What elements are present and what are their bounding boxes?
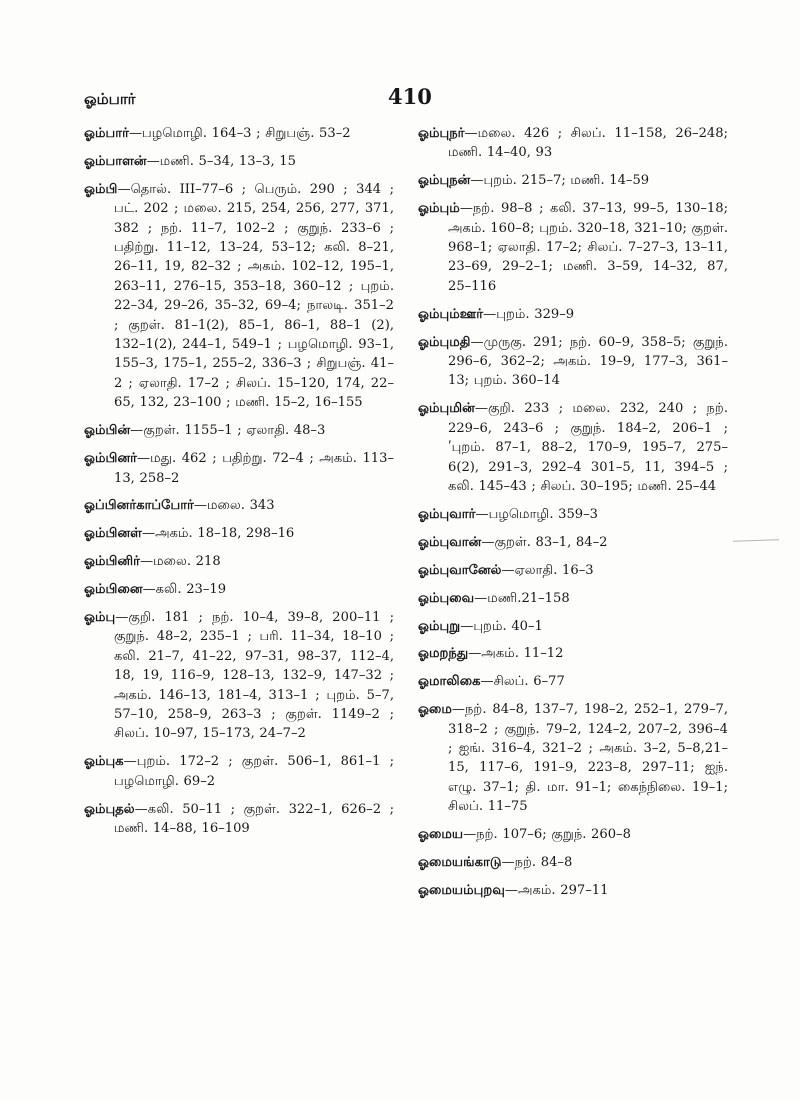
index-entry [418,561,728,580]
entry-references: —தொல். III–77–6 ; பெரும். 290 ; 344 ; பட். 202 ; மலை. 215, 254, 256, 277, 371, 382 ; நற். 11–7, 102–2 ; குறுந். 233–6 ; பதிற்று. 11–12, 13–24, 53–12; கலி. 8–21, 26–11, 19, 82–32 ; அகம். 102–12, 195–1, 263–11, 276–15, 353–18, 360–12 ; புறம். 22–34, 29–26, 35–32, 69–4; நாலடி. 351–2 ; குறள். 81–1(2), 85–1, 86–1, 88–1 (2), 132–1(2), 244–1, 549–1 ; பழமொழி. 93–1, 155–3, 175–1, 255–2, 336–3 ; சிறுபஞ். 41–2 ; ஏலாதி. 17–2 ; சிலப். 15–120, 174, 22–65, 132, 23–100 ; மணி. 15–2, 16–155 [114,181,394,411]
entry-references: —கலி. 50–11 ; குறள். 322–1, 626–2 ; மணி. 14–88, 16–109 [114,801,394,837]
margin-pencil-mark [733,539,779,542]
entry-references: —அகம். 11–12 [468,646,564,662]
entry-headword: ஓமை [418,702,452,718]
index-entry [418,124,728,163]
index-entry [84,180,394,413]
index-entry [84,608,394,744]
index-entry [84,800,394,839]
entry-references: —அகம். 297–11 [504,883,609,898]
index-entry [418,589,728,608]
running-head: ஓம்பார் [84,90,136,108]
entry-references: —கலி. 23–19 [142,582,227,598]
entry-references: —குறள். 1155–1 ; ஏலாதி. 48–3 [130,423,326,439]
index-entry [418,199,728,296]
entry-headword: ஓம்பினள் [84,526,142,542]
entry-headword: ஓம்புவான் [418,534,482,550]
index-entry [84,421,394,440]
index-entry [418,171,728,190]
entry-references: —மலை. 426 ; சிலப். 11–158, 26–248; மணி. 14–40, 93 [448,126,728,161]
entry-headword: ஓம்புறு [418,618,461,634]
index-entry [418,700,728,816]
page-number: 410 [388,84,432,109]
entry-headword: ஓம்பினர் [84,451,138,467]
entry-references: —புறம். 172–2 ; குறள். 506–1, 861–1 ; பழமொழி. 69–2 [114,754,394,789]
entry-references: —மலை. 218 [139,554,221,570]
entry-headword: ஓம்பும்ஊர் [418,306,484,322]
entry-headword: ஓமையங்காடு [418,855,502,871]
index-entry [418,825,728,844]
index-entry [84,552,394,571]
index-entry [418,853,728,872]
entry-references: —குறள். 83–1, 84–2 [481,534,608,550]
entry-references: —நற். 107–6; குறுந். 260–8 [463,827,631,843]
entry-references: —புறம். 40–1 [460,618,543,634]
entry-references: —மலை. 343 [193,498,275,514]
index-entry [84,124,394,143]
index-entry [418,644,728,663]
entry-references: —பழமொழி. 164–3 ; சிறுபஞ். 53–2 [128,126,351,141]
entry-headword: ஓம்புவார் [418,506,476,522]
entry-headword: ஓம்புநர் [418,126,465,141]
index-entry [84,752,394,791]
right-column [418,124,728,909]
entry-headword: ஓமையம்புறவு [418,883,505,898]
entry-headword: ஓமைய [418,827,464,843]
entry-headword: ஓம்புக [84,754,124,770]
entry-references: —பழமொழி. 359–3 [475,506,599,522]
left-column [84,124,394,847]
entry-headword: ஓம்பின் [84,423,131,439]
entry-references: —மணி.21–158 [474,590,570,606]
entry-references: —குறி. 181 ; நற். 10–4, 39–8, 200–11 ; குறுந். 48–2, 235–1 ; பரி. 11–34, 18–10 ; கலி. 21–7, 41–22, 97–31, 98–37, 112–4, 18, 19, 116–9, 128–13, 132–9, 147–32 ; அகம். 146–13, 181–4, 313–1 ; புறம். 5–7, 57–10, 258–9, 263–3 ; குறள். 1149–2 ; சிலப். 10–97, 15–173, 24–7–2 [114,610,394,742]
entry-headword: ஓம்பினை [84,582,143,598]
index-entry [418,881,728,900]
entry-headword: ஓம்பாளன் [84,153,147,169]
entry-references: —மது. 462 ; பதிற்று. 72–4 ; அகம். 113–13, 258–2 [114,451,394,486]
entry-headword: ஓம்புவை [418,590,475,606]
entry-headword: ஓம்பார் [84,126,129,141]
entry-references: —ஏலாதி. 16–3 [501,562,594,578]
entry-references: —நற். 84–8 [501,855,573,871]
entry-headword: ஓம்பினிர் [84,554,140,570]
entry-headword: ஓம்புதல் [84,801,135,817]
entry-references: —மணி. 5–34, 13–3, 15 [146,153,296,169]
index-entry [84,152,394,171]
index-entry [418,672,728,691]
entry-headword: ஓமறந்து [418,646,469,662]
index-entry [84,449,394,488]
entry-references: —நற். 98–8 ; கலி. 37–13, 99–5, 130–18; அகம். 160–8; புறம். 320–18, 321–10; குறள். 968–1; ஏலாதி. 17–2; சிலப். 7–27–3, 13–11, 23–69, 29–2–1; மணி. 3–59, 14–32, 87, 25–116 [448,201,728,294]
entry-references: —சிலப். 6–77 [480,674,565,690]
index-entry [418,305,728,324]
index-entry [418,333,728,391]
index-entry [84,496,394,515]
entry-headword: ஓம்புவானேல் [418,562,502,578]
entry-references: —நற். 84–8, 137–7, 198–2, 252–1, 279–7, 318–2 ; குறுந். 79–2, 124–2, 207–2, 396–4 ; ஐங். 316–4, 321–2 ; அகம். 3–2, 5–8,21–15, 117–6, 191–9, 223–8, 297–11; ஐந். எழு. 37–1; தி. மா. 91–1; கைந்நிலை. 19–1; சிலப். 11–75 [448,702,728,815]
entry-headword: ஓம்பும் [418,201,460,217]
index-entry [418,505,728,524]
entry-headword: ஓப்பினர்காப்போர் [84,498,194,514]
index-entry [418,533,728,552]
entry-headword: ஓம்பு [84,610,116,626]
index-entry [418,399,728,496]
entry-references: —குறி. 233 ; மலை. 232, 240 ; நற். 229–6, 243–6 ; குறுந். 184–2, 206–1 ; ʹபுறம். 87–1, 88–2, 170–9, 195–7, 275–6(2), 291–3, 292–4 301–5, 11, 394–5 ; கலி. 145–43 ; சிலப். 30–195; மணி. 25–44 [448,401,728,494]
entry-headword: ஓமாலிகை [418,674,481,690]
entry-references: —முருகு. 291; நற். 60–9, 358–5; குறுந். 296–6, 362–2; அகம். 19–9, 177–3, 361–13; புறம். 360–14 [448,334,728,389]
entry-references: —அகம். 18–18, 298–16 [141,526,295,542]
entry-headword: ஓம்பி [84,181,118,197]
entry-headword: ஓம்புமதி [418,334,471,350]
index-entry [84,524,394,543]
entry-headword: ஓம்புநன் [418,173,471,189]
entry-references: —புறம். 329–9 [483,306,575,322]
entry-references: —புறம். 215–7; மணி. 14–59 [470,173,650,189]
index-entry [418,617,728,636]
entry-headword: ஓம்புமின் [418,401,475,417]
index-entry [84,580,394,599]
